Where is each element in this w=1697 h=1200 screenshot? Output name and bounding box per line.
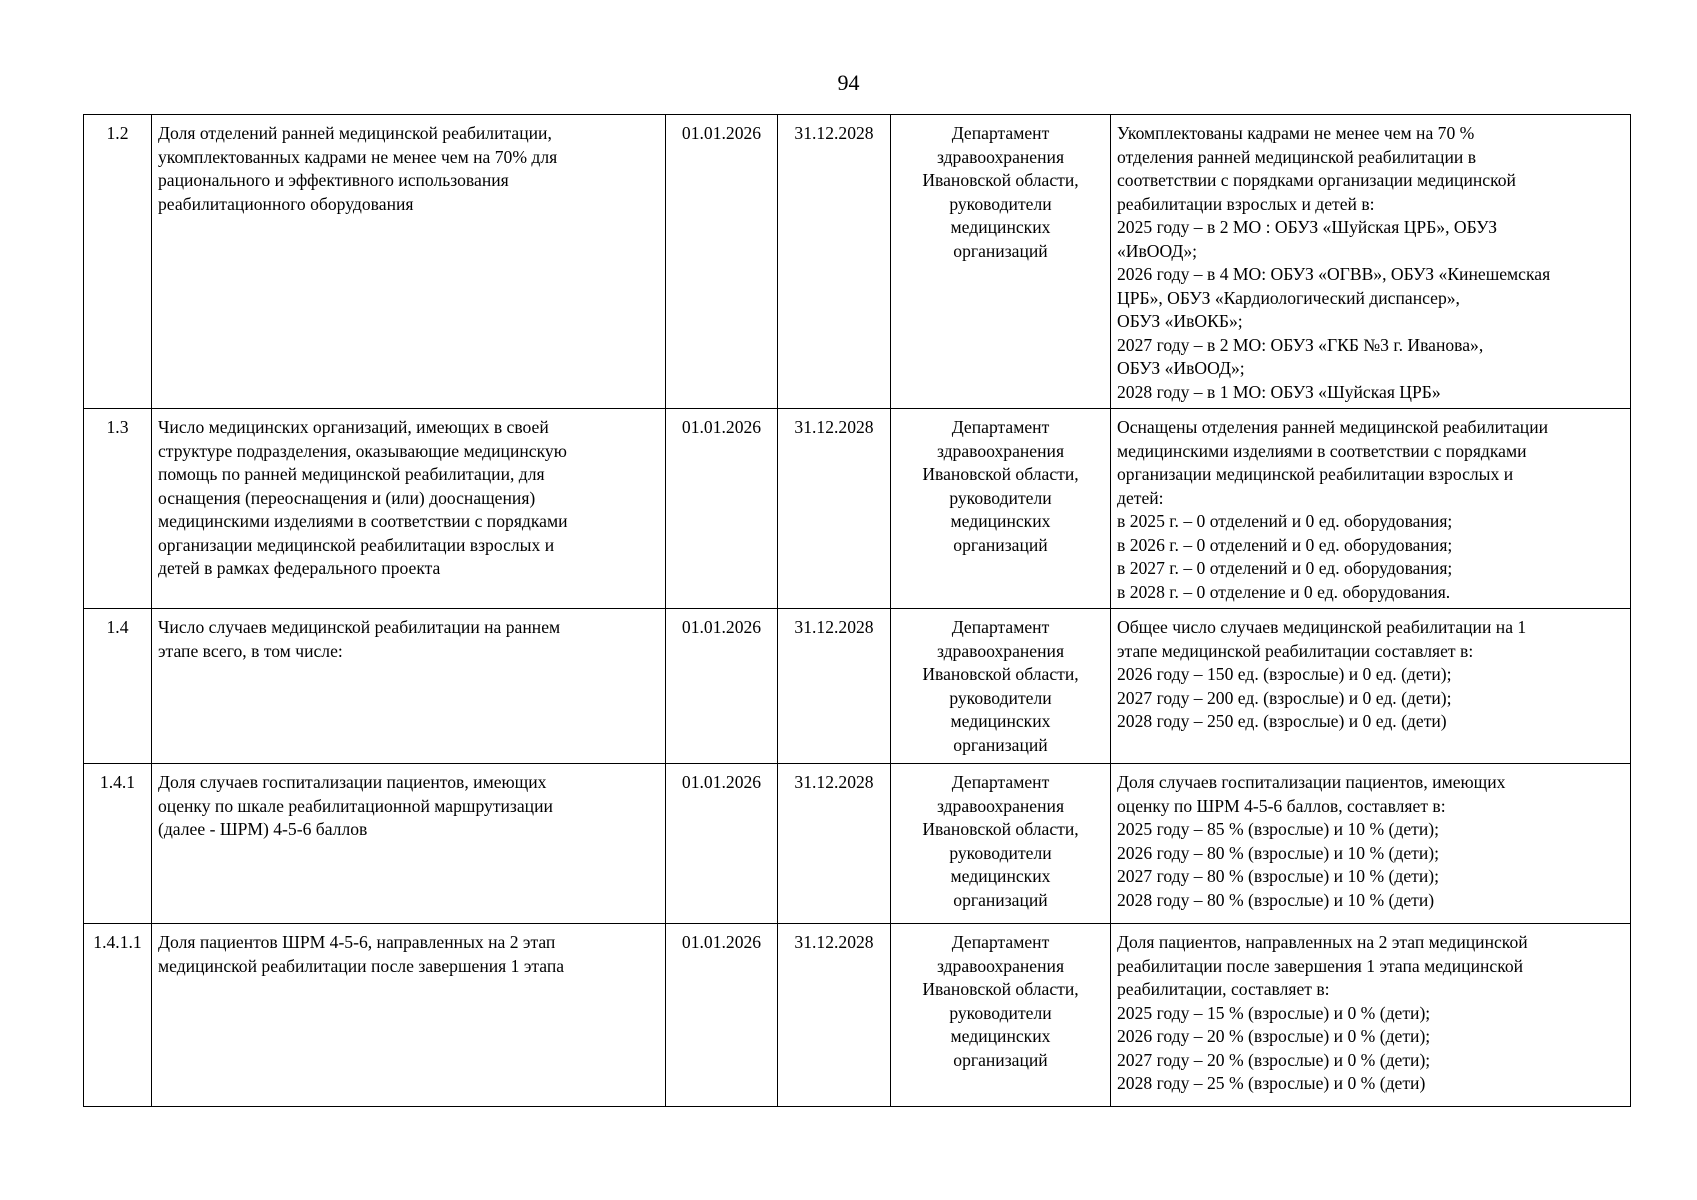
start-date: 01.01.2026 [681, 123, 762, 143]
item-number: 1.4 [106, 617, 129, 637]
item-name-line: рационального и эффективного использования [158, 170, 509, 190]
responsible-line: здравоохранения [936, 440, 1065, 461]
start-date: 01.01.2026 [681, 932, 762, 952]
result-cell [1111, 115, 1631, 409]
item-number-cell [84, 764, 152, 924]
result-line: в 2025 г. – 0 отделений и 0 ед. оборудования; [1117, 511, 1453, 531]
result-cell [1111, 924, 1631, 1107]
end-date: 31.12.2028 [794, 417, 874, 437]
item-name-cell [152, 764, 666, 924]
responsible-line: Ивановской области, [922, 170, 1079, 190]
responsible-line: Ивановской области, [922, 664, 1079, 684]
item-number-cell [84, 115, 152, 409]
item-name-cell [152, 924, 666, 1107]
item-name-line: Доля пациентов ШРМ 4-5-6, направленных на 2 этап [158, 932, 556, 952]
result-line: 2025 году – 85 % (взрослые) и 10 % (дети); [1117, 819, 1439, 839]
responsible-line: Департамент [951, 617, 1050, 637]
responsible-line: руководители [949, 487, 1052, 508]
end-date: 31.12.2028 [794, 932, 874, 952]
start-date-cell [666, 764, 778, 924]
result-line: детей: [1117, 487, 1164, 508]
start-date: 01.01.2026 [681, 417, 762, 437]
responsible-line: здравоохранения [936, 146, 1065, 167]
result-cell [1111, 609, 1631, 764]
item-name-cell [152, 409, 666, 609]
responsible-line: медицинских [950, 711, 1051, 731]
item-name-line: оснащения (переоснащения и (или) дооснащения) [158, 487, 536, 508]
responsible-line: организаций [953, 734, 1048, 755]
result-line: 2027 году – 200 ед. (взрослые) и 0 ед. (дети); [1117, 687, 1452, 708]
item-name-line: (далее - ШРМ) 4-5-6 баллов [158, 819, 368, 839]
start-date: 01.01.2026 [681, 772, 762, 792]
item-name-cell [152, 115, 666, 409]
responsible-line: Ивановской области, [922, 464, 1079, 484]
result-line: 2026 году – 80 % (взрослые) и 10 % (дети); [1117, 842, 1439, 863]
responsible-line: здравоохранения [936, 955, 1065, 976]
end-date-cell [778, 115, 891, 409]
result-line: ОБУЗ «ИвОКБ»; [1117, 311, 1243, 331]
item-name-line: детей в рамках федерального проекта [158, 558, 441, 578]
responsible-line: Департамент [951, 123, 1050, 143]
result-line: 2027 году – в 2 МО: ОБУЗ «ГКБ №3 г. Иванова», [1117, 334, 1484, 355]
responsible-line: Департамент [951, 772, 1050, 792]
result-line: 2028 году – 25 % (взрослые) и 0 % (дети) [1117, 1073, 1426, 1093]
item-number: 1.4.1 [99, 772, 136, 792]
responsible-line: медицинских [950, 866, 1051, 886]
result-line: «ИвООД»; [1117, 240, 1198, 261]
responsible-line: медицинских [950, 511, 1051, 531]
responsible-cell [891, 609, 1111, 764]
result-line: 2028 году – 80 % (взрослые) и 10 % (дети) [1117, 889, 1435, 910]
item-number-cell [84, 609, 152, 764]
start-date-cell [666, 609, 778, 764]
item-number: 1.3 [106, 417, 129, 437]
result-line: Доля случаев госпитализации пациентов, имеющих [1117, 772, 1506, 792]
responsible-line: медицинских [950, 1026, 1051, 1046]
responsible-cell [891, 115, 1111, 409]
responsible-line: Департамент [951, 932, 1050, 952]
responsible-line: руководители [949, 687, 1052, 708]
responsible-line: организаций [953, 240, 1048, 261]
page-number: 94 [837, 70, 860, 95]
result-line: ОБУЗ «ИвООД»; [1117, 358, 1245, 378]
result-line: 2026 году – 20 % (взрослые) и 0 % (дети); [1117, 1026, 1431, 1046]
responsible-line: организаций [953, 1049, 1048, 1070]
result-line: Общее число случаев медицинской реабилитации на 1 [1117, 617, 1527, 637]
responsible-line: здравоохранения [936, 640, 1065, 661]
item-number-cell [84, 924, 152, 1107]
item-name-line: этапе всего, в том числе: [158, 640, 343, 661]
item-name-line: медицинскими изделиями в соответствии с порядками [158, 511, 568, 531]
end-date-cell [778, 764, 891, 924]
responsible-line: организаций [953, 889, 1048, 910]
result-line: реабилитации взрослых и детей в: [1117, 193, 1375, 214]
start-date: 01.01.2026 [681, 617, 762, 637]
item-name-line: структуре подразделения, оказывающие медицинскую [158, 440, 567, 461]
responsible-line: организаций [953, 534, 1048, 555]
result-line: 2026 году – в 4 МО: ОБУЗ «ОГВВ», ОБУЗ «Кинешемская [1117, 264, 1551, 284]
result-cell [1111, 764, 1631, 924]
result-line: соответствии с порядками организации медицинской [1117, 170, 1516, 190]
item-name-line: Доля случаев госпитализации пациентов, имеющих [158, 772, 547, 792]
result-line: в 2028 г. – 0 отделение и 0 ед. оборудования. [1117, 581, 1451, 602]
responsible-cell [891, 924, 1111, 1107]
end-date: 31.12.2028 [794, 617, 874, 637]
result-line: 2026 году – 150 ед. (взрослые) и 0 ед. (дети); [1117, 664, 1452, 684]
item-name-line: организации медицинской реабилитации взрослых и [158, 534, 555, 555]
responsible-line: руководители [949, 842, 1052, 863]
responsible-line: Департамент [951, 417, 1050, 437]
result-line: реабилитации после завершения 1 этапа медицинской [1117, 955, 1524, 976]
responsible-line: Ивановской области, [922, 819, 1079, 839]
table-row [84, 764, 1631, 924]
table-row [84, 409, 1631, 609]
result-line: 2025 году – в 2 МО : ОБУЗ «Шуйская ЦРБ», ОБУЗ [1117, 217, 1498, 237]
table-row [84, 924, 1631, 1107]
result-line: отделения ранней медицинской реабилитации в [1117, 146, 1477, 167]
item-number: 1.2 [106, 123, 129, 143]
item-name-cell [152, 609, 666, 764]
item-name-line: Число случаев медицинской реабилитации на раннем [158, 617, 561, 637]
start-date-cell [666, 409, 778, 609]
end-date-cell [778, 409, 891, 609]
item-name-line: Доля отделений ранней медицинской реабилитации, [158, 123, 552, 143]
end-date: 31.12.2028 [794, 123, 874, 143]
item-name-line: реабилитационного оборудования [158, 193, 414, 214]
result-line: Укомплектованы кадрами не менее чем на 70 % [1117, 123, 1475, 143]
end-date: 31.12.2028 [794, 772, 874, 792]
result-line: ЦРБ», ОБУЗ «Кардиологический диспансер», [1117, 287, 1460, 308]
result-line: организации медицинской реабилитации взрослых и [1117, 464, 1514, 484]
result-line: в 2026 г. – 0 отделений и 0 ед. оборудования; [1117, 534, 1453, 555]
result-line: этапе медицинской реабилитации составляет в: [1117, 640, 1474, 661]
responsible-line: Ивановской области, [922, 979, 1079, 999]
result-line: 2028 году – в 1 МО: ОБУЗ «Шуйская ЦРБ» [1117, 381, 1441, 402]
table-row [84, 115, 1631, 409]
responsible-cell [891, 409, 1111, 609]
item-name-line: помощь по ранней медицинской реабилитации, для [158, 464, 545, 484]
end-date-cell [778, 609, 891, 764]
result-cell [1111, 409, 1631, 609]
responsible-line: руководители [949, 1002, 1052, 1023]
start-date-cell [666, 115, 778, 409]
result-line: в 2027 г. – 0 отделений и 0 ед. оборудования; [1117, 558, 1453, 578]
table-body [84, 115, 1631, 1107]
table-row [84, 609, 1631, 764]
start-date-cell [666, 924, 778, 1107]
result-line: реабилитации, составляет в: [1117, 979, 1330, 999]
result-line: Доля пациентов, направленных на 2 этап медицинской [1117, 932, 1528, 952]
measures-table [83, 114, 1631, 1107]
result-line: 2027 году – 80 % (взрослые) и 10 % (дети); [1117, 866, 1439, 886]
result-line: 2025 году – 15 % (взрослые) и 0 % (дети); [1117, 1002, 1431, 1023]
result-line: 2027 году – 20 % (взрослые) и 0 % (дети); [1117, 1049, 1431, 1070]
result-line: оценку по ШРМ 4-5-6 баллов, составляет в: [1117, 795, 1446, 816]
result-line: медицинскими изделиями в соответствии с порядками [1117, 440, 1527, 461]
item-name-line: оценку по шкале реабилитационной маршрутизации [158, 795, 553, 816]
item-number: 1.4.1.1 [93, 932, 142, 952]
responsible-line: медицинских [950, 217, 1051, 237]
item-name-line: медицинской реабилитации после завершения 1 этапа [158, 955, 565, 976]
responsible-line: здравоохранения [936, 795, 1065, 816]
item-number-cell [84, 409, 152, 609]
responsible-line: руководители [949, 193, 1052, 214]
item-name-line: Число медицинских организаций, имеющих в своей [158, 417, 549, 437]
end-date-cell [778, 924, 891, 1107]
responsible-cell [891, 764, 1111, 924]
result-line: Оснащены отделения ранней медицинской реабилитации [1117, 417, 1549, 437]
result-line: 2028 году – 250 ед. (взрослые) и 0 ед. (дети) [1117, 711, 1447, 731]
item-name-line: укомплектованных кадрами не менее чем на 70% для [158, 146, 558, 167]
